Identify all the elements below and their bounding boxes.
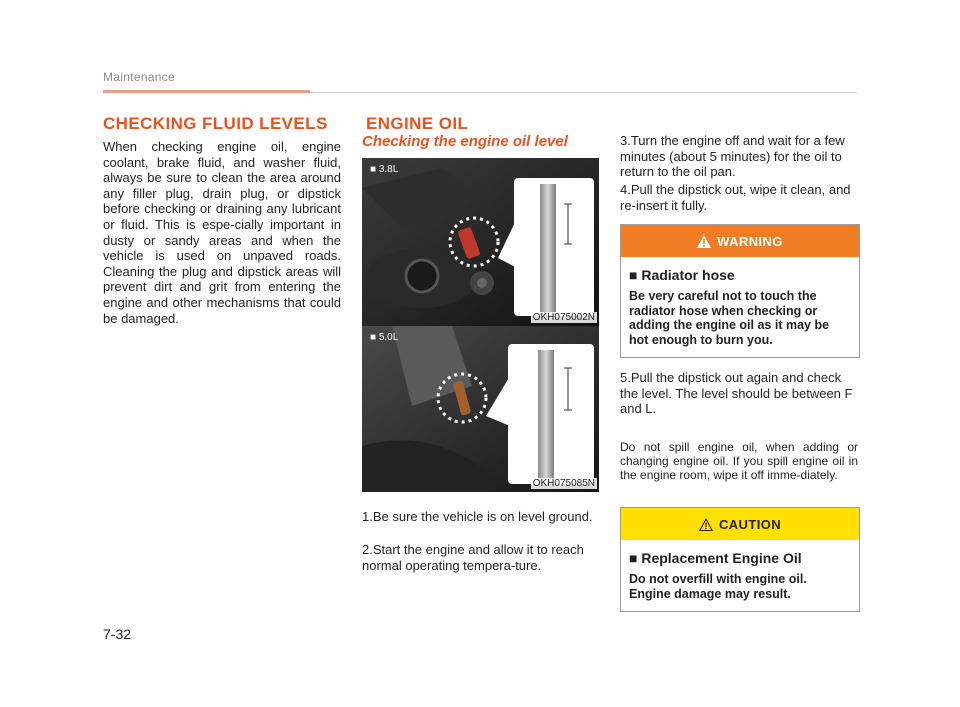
engine-photo-5-0l	[362, 326, 599, 492]
step-text: Pull the dipstick out, wipe it clean, and re-insert it fully.	[620, 182, 851, 213]
section-label: Maintenance	[103, 70, 176, 84]
step-number: 5.	[620, 370, 631, 385]
warning-body: Be very careful not to touch the radiator hose when checking or adding the engine oil as it may be hot enough to burn you.	[629, 289, 830, 347]
spill-note: Do not spill engine oil, when adding or changing engine oil. If you spill engine oil in the engine room, wipe it off imme-diately.	[620, 440, 858, 482]
photo-label-3-8l: ■ 3.8L	[370, 164, 399, 175]
caution-header	[621, 508, 859, 540]
step-number: 3.	[620, 133, 631, 148]
caution-header-text: CAUTION	[718, 516, 782, 532]
caution-triangle-icon	[699, 518, 713, 531]
step-text: Be sure the vehicle is on level ground.	[372, 509, 593, 524]
warning-header	[621, 225, 859, 257]
step-4	[620, 182, 858, 213]
warning-box	[620, 224, 860, 358]
step-number: 4.	[620, 182, 631, 197]
step-1	[362, 509, 600, 525]
warning-triangle-icon	[697, 235, 711, 248]
step-number: 1.	[362, 509, 373, 524]
step-2	[362, 542, 600, 573]
fluid-levels-paragraph: When checking engine oil, engine coolant, brake fluid, and washer fluid, always be sure to clean the area around any filler plug, drain plug, or dipstick before checking or draining any lubricant or fluid. This is espe-cially important in dusty or sandy areas and when the vehicle is used on unpaved roads. Cleaning the plug and dipstick areas will prevent dirt and grit from entering the engine and other mechanisms that could be damaged.	[103, 139, 341, 326]
step-3	[620, 133, 858, 180]
checking-fluid-levels-title: CHECKING FLUID LEVELS	[103, 114, 328, 133]
step-5	[620, 370, 858, 417]
checking-oil-level-subtitle: Checking the engine oil level	[362, 133, 568, 150]
caution-title: ■ Replacement Engine Oil	[629, 550, 802, 566]
step-text: Turn the engine off and wait for a few minutes (about 5 minutes) for the oil to return to the oil pan.	[620, 133, 845, 180]
warning-header-text: WARNING	[717, 233, 783, 249]
header-accent-bar	[103, 90, 310, 93]
photo-code-5-0l: OKH075085N	[532, 478, 595, 489]
photo-label-5-0l: ■ 5.0L	[370, 332, 399, 343]
step-text: Pull the dipstick out again and check the level. The level should be between F and L.	[620, 370, 853, 417]
caution-box	[620, 507, 860, 612]
step-number: 2.	[362, 542, 373, 557]
caution-body: Do not overfill with engine oil. Engine damage may result.	[629, 572, 807, 601]
warning-title: ■ Radiator hose	[629, 267, 735, 283]
engine-oil-title: ENGINE OIL	[366, 114, 469, 133]
photo-code-3-8l: OKH075002N	[532, 312, 595, 323]
engine-bay-illustration	[362, 158, 599, 326]
step-text: Start the engine and allow it to reach normal operating tempera-ture.	[362, 542, 584, 573]
page-number: 7-32	[103, 626, 132, 642]
engine-bay-illustration	[362, 326, 599, 492]
header-divider	[310, 92, 857, 93]
engine-photo-3-8l	[362, 158, 599, 326]
